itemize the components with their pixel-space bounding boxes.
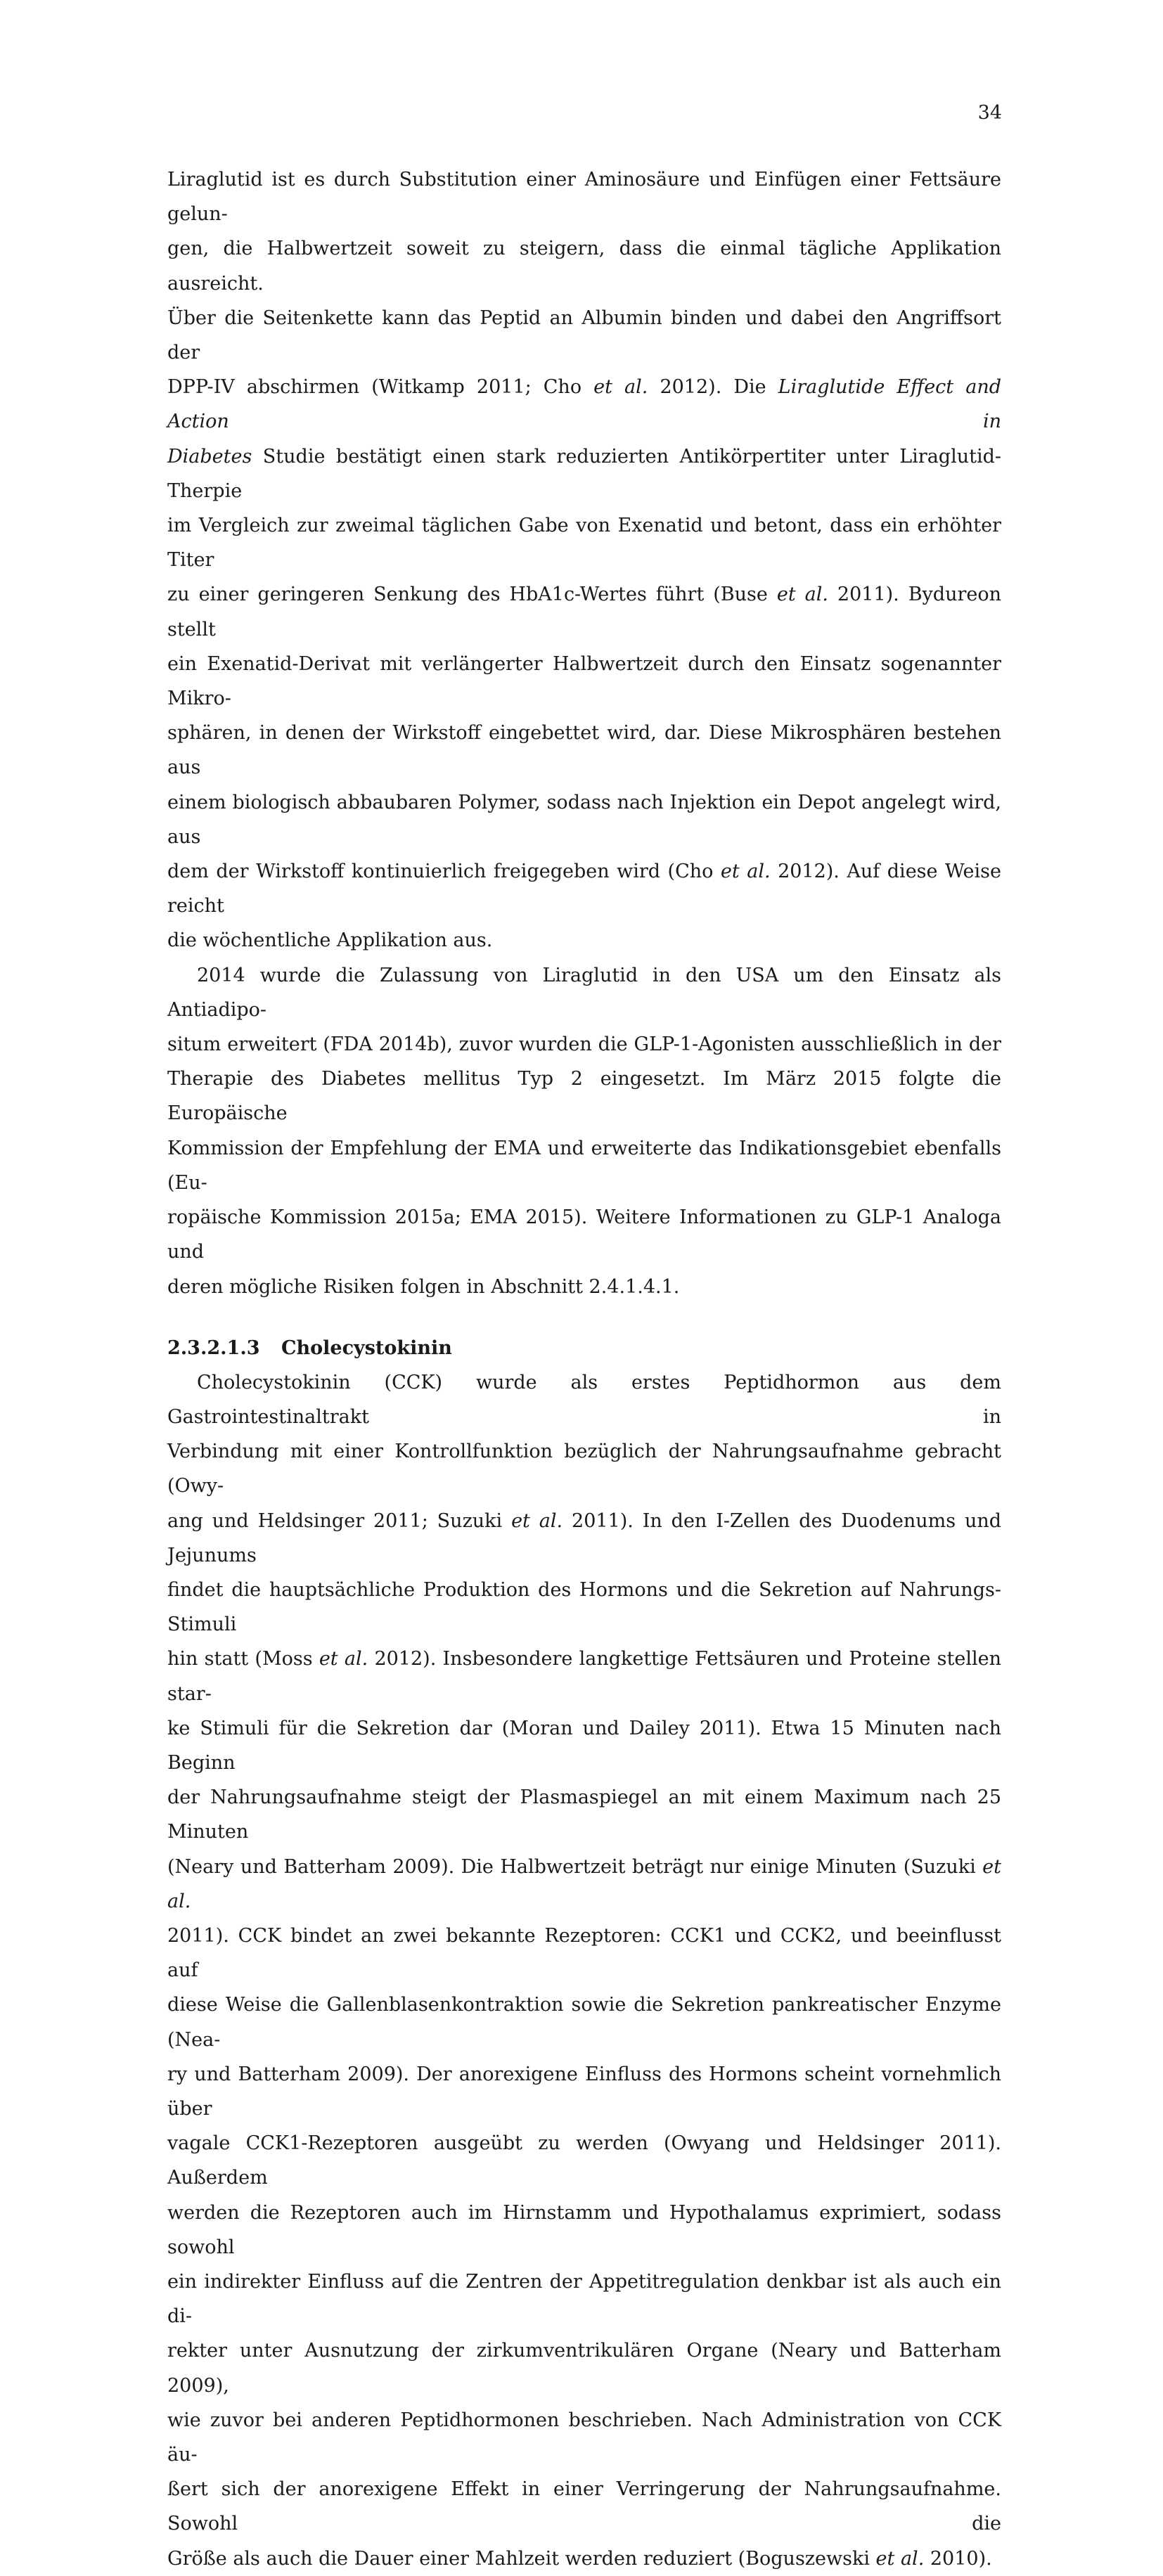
body-text — [167, 162, 1001, 2576]
text-line: findet die hauptsächliche Produktion des Hormons und die Sekretion auf Nahrungs-Stimuli — [167, 1578, 1001, 1636]
text-line: Verbindung mit einer Kontrollfunktion bezüglich der Nahrungsaufnahme gebracht (Owy- — [167, 1441, 1001, 1498]
text-line: zu einer geringeren Senkung des HbA1c-Wertes führt (Buse et al. 2011). Bydureon stellt — [167, 584, 1001, 640]
citation-etal: et al. — [593, 376, 648, 399]
text-line: deren mögliche Risiken folgen in Abschnitt 2.4.1.4.1. — [167, 1275, 680, 1298]
text-line: Kommission der Empfehlung der EMA und erweiterte das Indikationsgebiet ebenfalls (Eu- — [167, 1137, 1001, 1194]
citation-etal: et al. — [319, 1648, 368, 1670]
text-line: 2014 wurde die Zulassung von Liraglutid in den USA um den Einsatz als Antiadipo- — [167, 964, 1001, 1021]
text-line: ry und Batterham 2009). Der anorexigene Einfluss des Hormons scheint vornehmlich über — [167, 2063, 1001, 2120]
text-line: diese Weise die Gallenblasenkontraktion sowie die Sekretion pankreatischer Enzyme (Nea- — [167, 1994, 1001, 2051]
citation-etal: et al. — [511, 1509, 563, 1532]
section-title: Cholecystokinin — [281, 1337, 452, 1359]
text-line: DPP-IV abschirmen (Witkamp 2011; Cho et al. 2012). Die Liraglutide Effect and Action in — [167, 376, 1001, 433]
citation-etal: et al. — [167, 1855, 1001, 1912]
text-line: Größe als auch die Dauer einer Mahlzeit werden reduziert (Boguszewski et al. 2010). — [167, 2547, 992, 2570]
paragraph-liraglutide — [167, 162, 1001, 958]
text-line: ke Stimuli für die Sekretion dar (Moran und Dailey 2011). Etwa 15 Minuten nach Beginn — [167, 1717, 1001, 1774]
text-line: sphären, in denen der Wirkstoff eingebettet wird, dar. Diese Mikrosphären bestehen aus — [167, 722, 1001, 779]
text-line: Diabetes Studie bestätigt einen stark reduzierten Antikörpertiter unter Liraglutid-Therpie — [167, 445, 1001, 502]
text-line: ang und Heldsinger 2011; Suzuki et al. 2011). In den I-Zellen des Duodenums und Jejunums — [167, 1509, 1002, 1566]
text-line: rekter unter Ausnutzung der zirkumventrikulären Organe (Neary und Batterham 2009), — [167, 2340, 1001, 2397]
section-heading — [167, 1331, 1001, 1365]
paragraph-cholecystokinin — [167, 1365, 1001, 2576]
text-line: einem biologisch abbaubaren Polymer, sodass nach Injektion ein Depot angelegt wird, aus — [167, 791, 1001, 848]
citation-etal: et al. — [776, 584, 828, 606]
text-line: gen, die Halbwertzeit soweit zu steigern, dass die einmal tägliche Applikation ausreicht. — [167, 238, 1001, 295]
text-line: der Nahrungsaufnahme steigt der Plasmaspiegel an mit einem Maximum nach 25 Minuten — [167, 1786, 1001, 1843]
citation-etal: et al. — [720, 861, 771, 883]
citation-etal: et al. — [875, 2547, 925, 2570]
page-number: 34 — [977, 102, 1002, 124]
text-line: (Neary und Batterham 2009). Die Halbwertzeit beträgt nur einige Minuten (Suzuki et al. — [167, 1855, 1001, 1912]
text-line: ein indirekter Einfluss auf die Zentren der Appetitregulation denkbar ist als auch ein di- — [167, 2270, 1001, 2328]
text-line: dem der Wirkstoff kontinuierlich freigegeben wird (Cho et al. 2012). Auf diese Weise reicht — [167, 861, 1002, 917]
text-line: wie zuvor bei anderen Peptidhormonen beschrieben. Nach Administration von CCK äu- — [167, 2409, 1001, 2466]
text-line: ein Exenatid-Derivat mit verlängerter Halbwertzeit durch den Einsatz sogenannter Mikro- — [167, 652, 1001, 710]
text-line: Cholecystokinin (CCK) wurde als erstes Peptidhormon aus dem Gastrointestinaltrakt in — [167, 1371, 1001, 1428]
text-line: ßert sich der anorexigene Effekt in einer Verringerung der Nahrungsaufnahme. Sowohl die — [167, 2478, 1001, 2535]
text-line: ropäische Kommission 2015a; EMA 2015). Weitere Informationen zu GLP-1 Analoga und — [167, 1206, 1001, 1263]
text-line: die wöchentliche Applikation aus. — [167, 929, 493, 952]
study-title: Diabetes — [167, 445, 252, 468]
text-line: Liraglutid ist es durch Substitution einer Aminosäure und Einfügen einer Fettsäure gelun- — [167, 169, 1001, 226]
section-number: 2.3.2.1.3 — [167, 1337, 260, 1359]
text-line: vagale CCK1-Rezeptoren ausgeübt zu werden (Owyang und Heldsinger 2011). Außerdem — [167, 2132, 1001, 2189]
text-line: 2011). CCK bindet an zwei bekannte Rezeptoren: CCK1 und CCK2, und beeinflusst auf — [167, 1924, 1001, 1982]
text-line: im Vergleich zur zweimal täglichen Gabe von Exenatid und betont, dass ein erhöhter Titer — [167, 515, 1001, 572]
paragraph-zulassung — [167, 958, 1001, 1304]
text-line: situm erweitert (FDA 2014b), zuvor wurden die GLP-1-Agonisten ausschließlich in der — [167, 1033, 1001, 1056]
study-title: Liraglutide Effect and Action in — [167, 376, 1001, 433]
text-line: werden die Rezeptoren auch im Hirnstamm und Hypothalamus exprimiert, sodass sowohl — [167, 2201, 1001, 2258]
text-line: hin statt (Moss et al. 2012). Insbesondere langkettige Fettsäuren und Proteine stellen star- — [167, 1648, 1002, 1705]
text-line: Therapie des Diabetes mellitus Typ 2 eingesetzt. Im März 2015 folgte die Europäische — [167, 1068, 1001, 1125]
text-line: Über die Seitenkette kann das Peptid an Albumin binden und dabei den Angriffsort der — [167, 307, 1001, 364]
